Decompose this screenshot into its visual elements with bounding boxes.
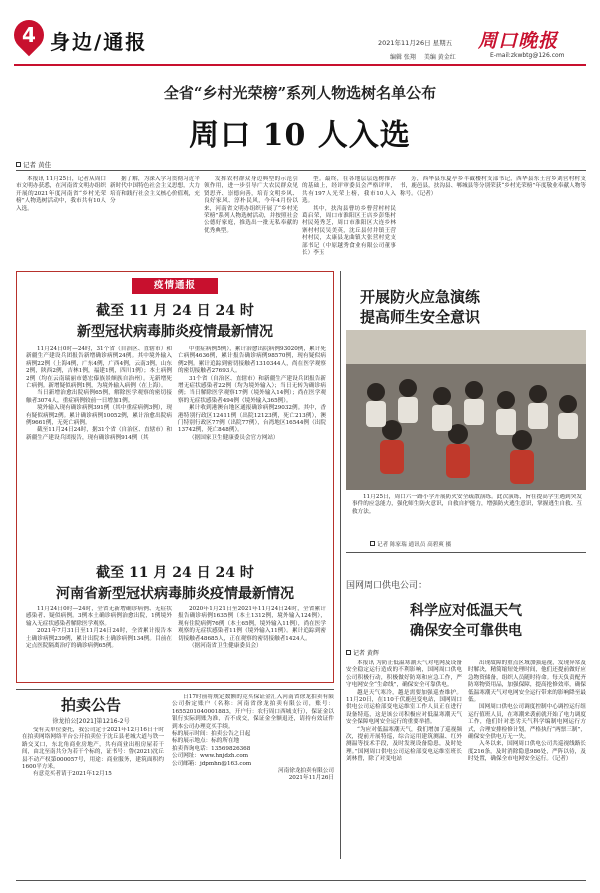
power-kicker: 国网周口供电公司： bbox=[346, 581, 428, 591]
henan-column-1: 11月24日0时—24时，全省无新增确诊病例、无症状感染者、疑似病例。3例本土确诊病例治愈出院，1例境外输入无症状感染者解除医学观察。 2021年7月31日至11月24日24时，全省累计报告本土确诊病例239例，累计出院本土确诊病例134例。目前在定点医院隔离治疗的确诊病例65例。 bbox=[26, 606, 172, 650]
lead-column-5: 芳，西华县东夏亭乡半截楼村支部书记，西华县东王营乡刘营村村支书，鹿邑县，扶沟县、郸城县等分别荣获“乡村光荣榜”年度敬业奉献人物等称号。（记者） bbox=[400, 176, 586, 197]
page-header bbox=[0, 0, 600, 76]
lead-byline: 记者 黄佳 bbox=[16, 160, 51, 169]
epidemic-column-1: 11月24日0时—24时，31个省（自治区、直辖市）和新疆生产建设兵团报告新增确诊病例24例。其中境外输入病例22例（上海4例，广东4例，广西4例，云南3例，山东2例，陕西2例，吉林1例，福建1例，四川1例）；本土病例2例（均在云南瑞丽市德宏傣族景颇族自治州）。无新增死亡病例。新增疑似病例1例，为境外输入病例（在上海）。 当日新增治愈出院病例65例，解除医学观察的密切接触者3074人，重症病例较前一日增加1例。 境外输入现有确诊病例391例（其中重症病例3例），现有疑似病例2例。累计确诊病例10052例，累计治愈出院病例9661例，无死亡病例。 截至11月24日24时，据31个省（自治区、直辖市）和新疆生产建设兵团报告，现有确诊病例914例（其 bbox=[26, 346, 172, 441]
drill-headline-2: 提高师生安全意识 bbox=[360, 308, 481, 326]
email-line: E-mail:zkwbtg@126.com bbox=[490, 52, 565, 59]
lead-column-4: 型。最终，在各地层层选树推荐的基础上，经评审委员会严格评审，共有197人光荣上榜，我市10人入选。 其中，扶沟县曹坊乡曹营村村民葛启荣，周口市淮阳区王店乡彭集村村民苑秀芝，周口市淮阳区大连乡林寨村村民吴美英，沈丘县付井镇王营村村民，太康县龙曲镇大张营村党支部书记（中原越秀食业有限公司董事长）李玉 bbox=[302, 176, 396, 257]
footer-rule bbox=[16, 880, 586, 881]
power-column-1: 本报讯 为防止低温寒潮天气对电网及设备安全稳定运行造成的不利影响，国网周口供电公司积极行动，积极做好防寒和应急工作，严守电网安全“生命线”，确保安全可靠供电。 越是天气寒冷，越是需要加强巡查维护。11月20日，在110千伏鹿邑变电站，国网周口供电公司运检部变电运维室工作人员正在进行设备特巡，这是该公司积极应对低温寒潮天气安全保障电网安全运行的重要举措。 “为应对低温寒潮天气，我们增加了巡视频次，提前开展特巡，综合运用建筑测温、红外测温等技术手段，及时发现设备隐患，及时处理。”国网周口供电公司运检部变电运维室班长刘林曾，除了对变电站 bbox=[346, 660, 462, 763]
drill-credit: 记者 陈家瑞 通讯员 高碧爽 摄 bbox=[370, 540, 451, 548]
page-number: 4 bbox=[22, 23, 36, 47]
auction-reference: 徐龙拍公[2021]第1216-2号 bbox=[52, 718, 130, 725]
header-rule bbox=[14, 64, 586, 66]
lead-column-2: 据了解，为深入学习贯彻习近平新时代中国特色社会主义思想，大力培育和践行社会主义核心价值观，充分 bbox=[110, 176, 200, 205]
lead-rule bbox=[16, 170, 586, 171]
epidemic-headline-2: 新型冠状病毒肺炎疫情最新情况 bbox=[77, 324, 273, 340]
power-column-2: 出现故障的重点区域加强巡视，发现异常及时解决，精简缩短处理时间，他们还提前做好应急物资储备，组织人员随时待命。每天负责配齐防寒物资用品，加强保障，提高抢修效率，确保低温寒潮天气对电网安全运行带来的影响降至最低。 国网周口供电公司调度控制中心调控运行组运行值班人员，在寒潮来袭前就开始了电力调度工作，他们针对恶劣天气科学编制电网运行方式，合理安排检修计划，严格执行“两票三制”，确保安全供电万无一失。 入冬以来，国网周口供电公司共巡视线路长度216条，及时消除隐患986处，严阵以待，及时处置，确保全市电网安全运行。（记者） bbox=[468, 660, 586, 763]
editor-line: 编辑 张翔 美编 黄金红 bbox=[390, 54, 456, 61]
drill-caption: 11月25日，周口六一路小学开展防火安全疏散演练。此次演练，旨在提高学生遇到突发事件的应急能力，强化师生防火意识，自救自护能力，增强防火逃生意识，掌握逃生自救、互救方法。 bbox=[352, 494, 582, 515]
auction-title: 拍卖公告 bbox=[60, 696, 121, 714]
epidemic-label: 疫情通报 bbox=[132, 278, 218, 294]
henan-headline-1: 截至 11 月 24 日 24 时 bbox=[96, 565, 254, 581]
power-byline: 记者 黄辉 bbox=[346, 648, 379, 657]
power-headline-1: 科学应对低温天气 bbox=[410, 603, 522, 619]
lead-column-1: 本报讯 11月25日，记者从周口市文明办获悉，在河南省文明办组织开展的2021年度河南省“乡村光荣榜”人物选树活动中，我市共有10人入选。 bbox=[16, 176, 106, 212]
henan-column-2: 2020年1月21日至2021年11月24日24时，全省累计报告确诊病例1635例（本土1312例，境外输入124例），现有住院病例76例（本土65例，境外输入11例），尚在医学观察的无症状感染者11例（境外输入11例）。累计追踪到密切接触者48685人，正在观察的密切接触者1424人。 （据河南省卫生健康委员会） bbox=[178, 606, 326, 650]
auction-column-2: 日17时前将规定数额的竞买保证金汇入河南省徐龙拍卖有限公司指定账户（名称：河南省徐龙拍卖有限公司，账号：1655201040001883，开户行：农行周口西城支行），保证金以银行实际到账为准，否不成交，保证金全额退还，请持有效证件到本公司办理竞买手续。 标的展示时间：拍卖公告之日起 标的展示地点：标的所在地 拍卖咨询电话：13569826368 公司网址：www.hnjdzh.com 公司邮箱：jdpmhn@163.com 河南徐龙拍卖有限公司 2021年11月26日 bbox=[172, 694, 334, 782]
students-photo-illustration bbox=[346, 330, 586, 490]
epidemic-column-2: 中重症病例5例），累计治愈出院病例93020例，累计死亡病例4636例，累计报告确诊病例98570例，现有疑似病例2例。累计追踪到密切接触者1310344人，尚在医学观察的密切接触者27693人。 31个省（自治区、直辖市）和新疆生产建设兵团报告新增无症状感染者22例（均为境外输入）；当日无转为确诊病例；当日解除医学观察17例（境外输入14例）；尚在医学观察的无症状感染者494例（境外输入365例）。 累计收到港澳台地区通报确诊病例29032例。其中，香港特别行政区12411例（出院12123例，死亡213例），澳门特别行政区77例（出院77例），台湾地区16544例（出院13742例，死亡848例）。 （据国家卫生健康委员会官方网站） bbox=[178, 346, 326, 441]
date-line: 2021年11月26日 星期五 bbox=[378, 39, 453, 47]
epidemic-headline-1: 截至 11 月 24 日 24 时 bbox=[96, 303, 254, 319]
byline-marker-icon bbox=[370, 541, 375, 546]
section-title: 身边/通报 bbox=[50, 30, 148, 54]
auction-rule bbox=[16, 689, 334, 690]
power-headline-2: 确保安全可靠供电 bbox=[410, 623, 522, 639]
paper-logo: 周口晚报 bbox=[478, 30, 559, 52]
drill-rule bbox=[346, 552, 586, 553]
byline-marker-icon bbox=[346, 650, 351, 655]
drill-headline-1: 开展防火应急演练 bbox=[360, 288, 481, 306]
auction-column-1: 受有关单位委托，我公司定于2021年12月16日十时在拍卖网络网络平台公开拍卖位于沈丘县老城大道与铁一路交叉口，东北角商业房地产，共有商业出租房屋若干间，由北至南共分为若干个标的，证书号：鲁(2021)沈丘县不动产权第000057号，用途：商业服务，建筑面积约1600平方米。 有意竞买者请于2021年12月15 bbox=[22, 727, 164, 778]
henan-headline-2: 河南省新型冠状病毒肺炎疫情最新情况 bbox=[56, 586, 294, 602]
byline-marker-icon bbox=[16, 162, 21, 167]
right-column-rule bbox=[340, 271, 341, 859]
drill-photo bbox=[346, 330, 586, 490]
lead-column-3: 发挥农村群众身边典型的示范引领作用，进一步引导广大农民群众见贤思齐、崇德向善，培育文明乡风、良好家风、淳朴民风，今年4月份以来，河南省文明办组织开展了“乡村光荣榜”系列人物选树活动，并按照社会公德好家庭，推选出一批无私奉献的优秀典型。 bbox=[204, 176, 298, 234]
lead-headline: 周口 10 人入选 bbox=[189, 118, 411, 153]
lead-kicker: 全省“乡村光荣榜”系列人物选树名单公布 bbox=[163, 84, 437, 102]
